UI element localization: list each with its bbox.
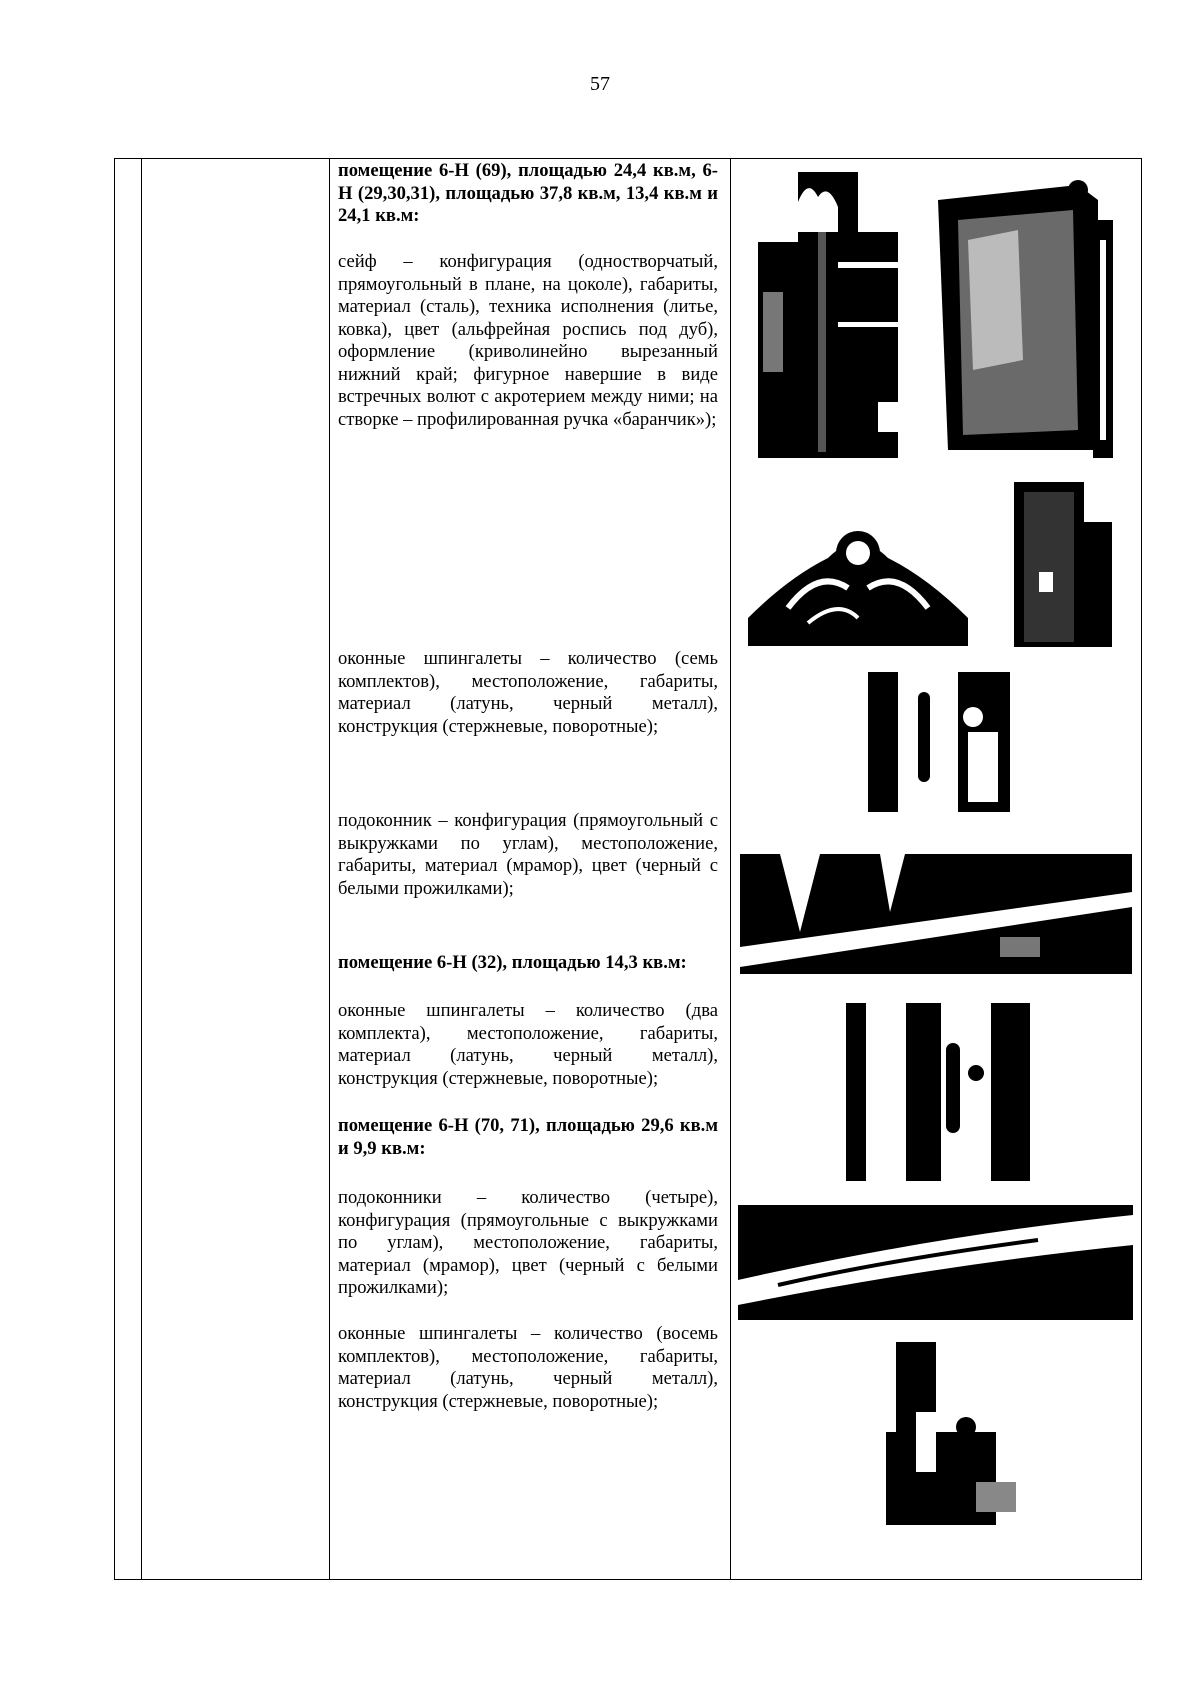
window-latches-description: оконные шпингалеты – количество (два комплекта), местоположение, габариты, материал (латунь, черный металл), конструкция (стержневые, поворотные); — [338, 1000, 718, 1089]
page-number: 57 — [590, 73, 610, 95]
windowsill-photo — [740, 832, 1132, 974]
windowsill-description: подоконник – конфигурация (прямоугольный с выкружками по углам), местоположение, габариты, материал (мрамор), цвет (черный с белыми прожилками); — [338, 810, 718, 899]
window-latch-photo — [856, 1342, 1026, 1525]
windowsill-photo — [738, 1205, 1133, 1320]
window-latches-description: оконные шпингалеты – количество (семь комплектов), местоположение, габариты, материал (латунь, черный металл), конструкция (стержневые, поворотные); — [338, 648, 718, 737]
safe-photo-side — [758, 172, 925, 458]
room-heading: помещение 6-Н (70, 71), площадью 29,6 кв.м и 9,9 кв.м: — [338, 1115, 718, 1159]
column-divider — [329, 159, 330, 1579]
safe-crest-photo — [748, 508, 968, 646]
room-heading: помещение 6-Н (32), площадью 14,3 кв.м: — [338, 952, 687, 973]
window-latch-photo — [846, 1003, 1030, 1181]
safe-description: сейф – конфигурация (одностворчатый, прямоугольный в плане, на цоколе), габариты, материал (сталь), техника исполнения (литье, ковка), цвет (альфрейная роспись под дуб), оформление (криволинейно вырезанный нижний край; фигурное навершие в виде встречных волют с акротерием между ними; на створке – профилированная ручка «баранчик»); — [338, 251, 718, 430]
window-latch-photo — [868, 672, 1010, 812]
windowsills-description: подоконники – количество (четыре), конфигурация (прямоугольные с выкружками по углам), местоположение, габариты, материал (мрамор), цвет (черный с белыми прожилками); — [338, 1187, 718, 1298]
safe-photo-front — [928, 160, 1113, 458]
column-divider — [730, 159, 731, 1579]
window-latches-description: оконные шпингалеты – количество (восемь комплектов), местоположение, габариты, материал (латунь, черный металл), конструкция (стержневые, поворотные); — [338, 1323, 718, 1412]
safe-handle-photo — [984, 482, 1112, 647]
room-heading: помещение 6-Н (69), площадью 24,4 кв.м, 6-Н (29,30,31), площадью 37,8 кв.м, 13,4 кв.м и 24,1 кв.м: — [338, 160, 718, 226]
column-divider — [141, 159, 142, 1579]
